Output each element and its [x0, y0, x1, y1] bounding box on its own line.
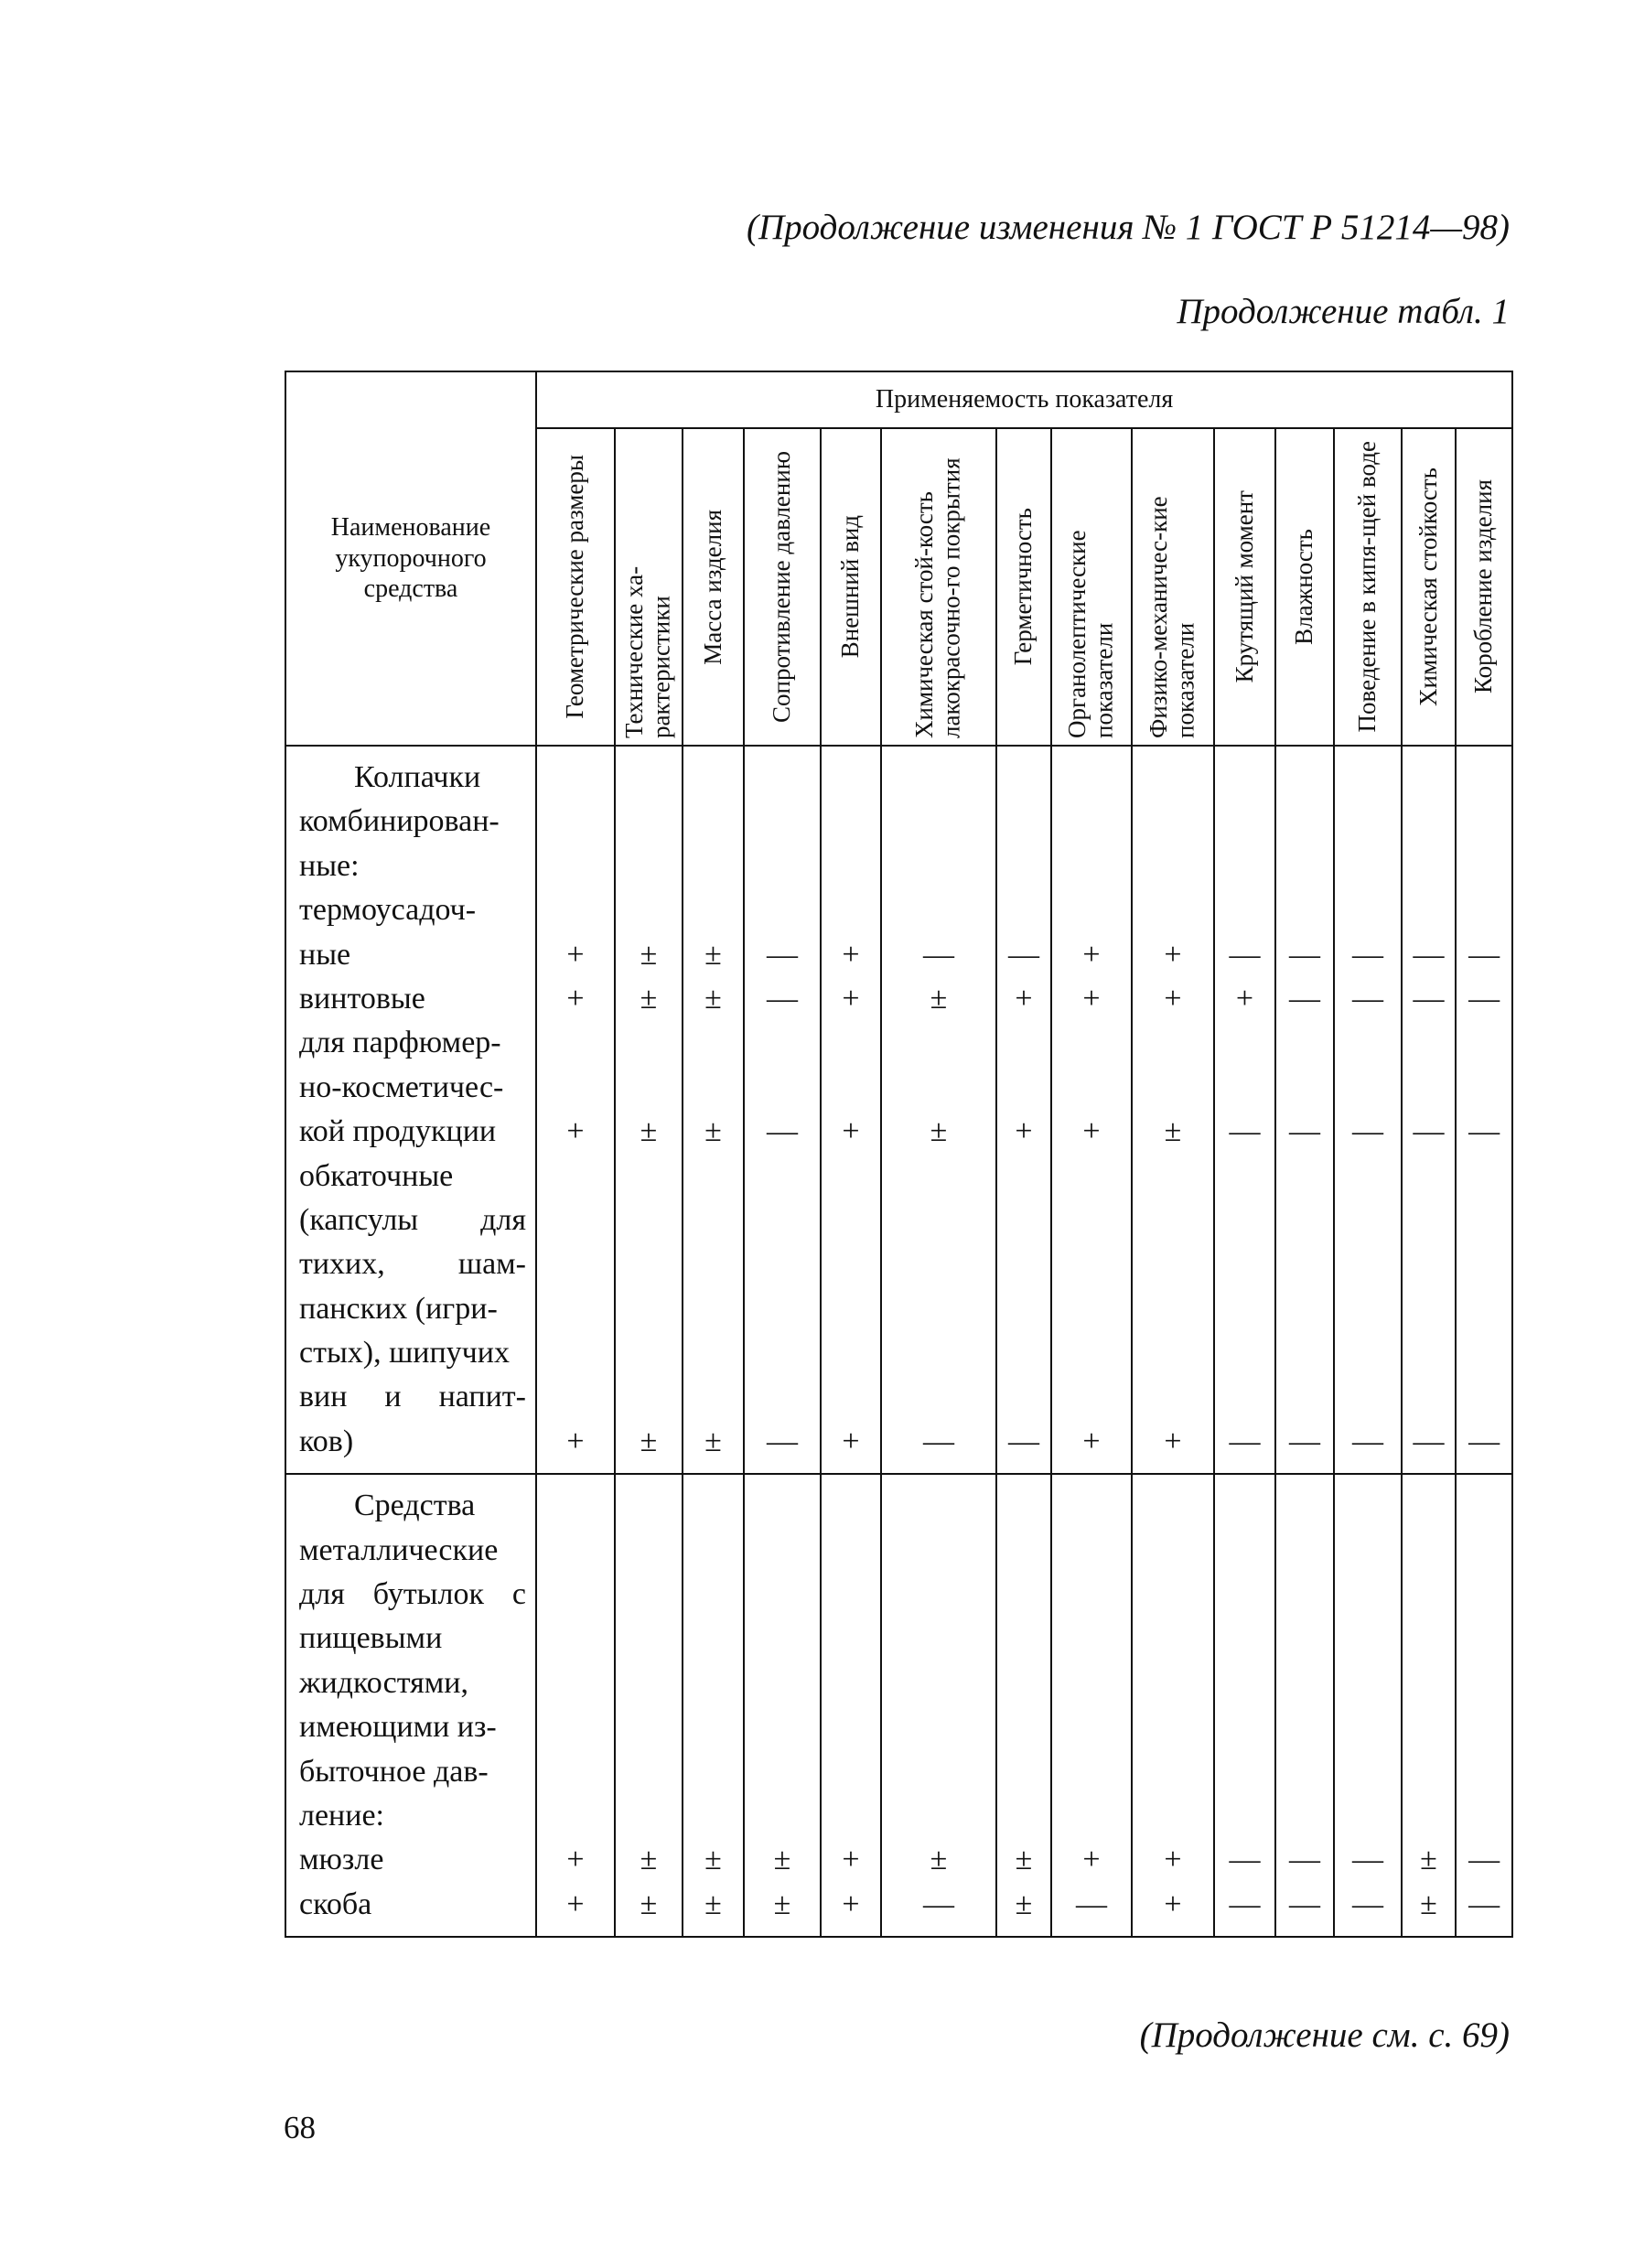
applicability-mark: — — [1468, 1114, 1500, 1149]
indicator-header — [1132, 428, 1214, 746]
applicability-mark: — — [1008, 1424, 1039, 1458]
value-column-cell — [1132, 746, 1214, 1474]
indicator-label: Внешний вид — [836, 515, 865, 659]
closure-name-line: винтовые — [299, 981, 425, 1016]
applicability-mark: ± — [704, 1886, 722, 1921]
applicability-mark: + — [1015, 981, 1033, 1016]
applicability-mark: + — [1015, 1114, 1033, 1149]
closure-name-line: быточное дав- — [299, 1754, 489, 1789]
value-column-cell — [881, 1474, 996, 1937]
indicator-header — [1214, 428, 1275, 746]
applicability-mark: ± — [704, 937, 722, 972]
table-body — [285, 746, 1512, 1937]
page-number: 68 — [284, 2110, 316, 2145]
closure-name-line: Колпачки — [354, 760, 481, 794]
closure-name-cell — [285, 746, 536, 1474]
value-column-cell — [683, 1474, 744, 1937]
applicability-mark: — — [1413, 1424, 1445, 1458]
closure-name-line: скоба — [299, 1886, 372, 1921]
value-column-cell — [1402, 746, 1456, 1474]
applicability-mark: + — [1164, 1886, 1182, 1921]
value-column-cell — [996, 1474, 1051, 1937]
applicability-mark: — — [1008, 937, 1039, 972]
applicability-mark: + — [1082, 1843, 1101, 1877]
applicability-mark: — — [1413, 981, 1445, 1016]
closure-name-line: ные — [299, 937, 351, 972]
applicability-mark: ± — [1164, 1114, 1182, 1149]
closure-name-line: панских (игри- — [299, 1291, 498, 1326]
closure-name-cell — [285, 1474, 536, 1937]
applicability-mark: — — [1468, 937, 1500, 972]
applicability-mark: + — [566, 1424, 585, 1458]
value-column-cell — [1051, 1474, 1132, 1937]
applicability-mark: + — [566, 937, 585, 972]
value-column-cell — [615, 746, 683, 1474]
applicability-mark: — — [767, 981, 798, 1016]
applicability-mark: + — [842, 1886, 860, 1921]
applicability-mark: — — [767, 1114, 798, 1149]
continuation-header: (Продолжение изменения № 1 ГОСТ Р 51214—98) — [746, 208, 1510, 247]
applicability-mark: — — [923, 1424, 954, 1458]
closure-name-line: кой продукции — [299, 1114, 497, 1149]
applicability-mark: ± — [1015, 1886, 1033, 1921]
applicability-mark: ± — [930, 1114, 948, 1149]
applicability-mark: + — [566, 1114, 585, 1149]
applicability-mark: ± — [704, 1114, 722, 1149]
applicability-mark: ± — [640, 1424, 658, 1458]
applicability-mark: ± — [640, 1843, 658, 1877]
applicability-mark: + — [842, 937, 860, 972]
applicability-mark: — — [1289, 981, 1320, 1016]
applicability-mark: — — [1289, 1886, 1320, 1921]
indicator-header — [744, 428, 821, 746]
indicator-header — [1334, 428, 1402, 746]
applicability-mark: + — [1164, 981, 1182, 1016]
applicability-mark: — — [1289, 937, 1320, 972]
closure-name-line: термоусадоч- — [299, 893, 477, 928]
indicator-label: Химическая стой-кость лакокрасочно-го покрытия — [910, 457, 965, 738]
value-column-cell — [881, 746, 996, 1474]
applicability-mark: — — [1468, 1424, 1500, 1458]
continuation-footer: (Продолжение см. с. 69) — [1139, 2015, 1510, 2055]
closure-name-line: стых), шипучих — [299, 1336, 510, 1370]
closure-name-line: жидкостями, — [299, 1665, 468, 1700]
applicability-mark: ± — [773, 1843, 791, 1877]
closure-name-line: ление: — [299, 1798, 384, 1833]
applicability-mark: — — [1468, 1886, 1500, 1921]
applicability-mark: — — [1229, 1424, 1261, 1458]
value-column-cell — [683, 746, 744, 1474]
applicability-mark: + — [566, 981, 585, 1016]
applicability-mark: ± — [640, 937, 658, 972]
closure-name-line: комбинирован- — [299, 804, 500, 839]
applicability-mark: — — [1468, 981, 1500, 1016]
indicator-header — [683, 428, 744, 746]
group-header: Применяемость показателя — [536, 371, 1512, 428]
value-column-cell — [536, 746, 615, 1474]
applicability-mark: ± — [930, 1843, 948, 1877]
applicability-mark: ± — [1420, 1843, 1437, 1877]
indicator-header — [615, 428, 683, 746]
applicability-mark: ± — [1420, 1886, 1437, 1921]
name-column-header: Наименование укупорочного средства — [285, 371, 536, 746]
indicator-label: Физико-механичес-кие показатели — [1145, 495, 1199, 738]
value-column-cell — [536, 1474, 615, 1937]
indicator-label: Технические ха-рактеристики — [620, 565, 675, 738]
value-column-cell — [821, 746, 881, 1474]
indicator-label: Химическая стойкость — [1414, 468, 1442, 706]
value-column-cell — [744, 1474, 821, 1937]
applicability-table — [285, 371, 1513, 1938]
closure-name-line: (капсулы для — [299, 1202, 526, 1237]
closure-name-line: имеющими из- — [299, 1710, 497, 1745]
value-column-cell — [1051, 746, 1132, 1474]
indicator-label: Коробление изделия — [1469, 479, 1498, 694]
closure-name-line: пищевыми — [299, 1621, 443, 1656]
applicability-mark: ± — [930, 981, 948, 1016]
indicator-header — [536, 428, 615, 746]
closure-name-line: для бутылок с — [299, 1577, 526, 1612]
applicability-mark: ± — [704, 1424, 722, 1458]
table-section-row — [285, 1474, 1512, 1937]
applicability-mark: + — [1082, 1114, 1101, 1149]
applicability-mark: ± — [640, 1886, 658, 1921]
applicability-mark: — — [1352, 937, 1383, 972]
applicability-mark: — — [767, 1424, 798, 1458]
indicator-header — [881, 428, 996, 746]
applicability-mark: — — [923, 937, 954, 972]
applicability-mark: ± — [704, 981, 722, 1016]
applicability-mark: — — [1352, 1843, 1383, 1877]
indicator-label: Органолептические показатели — [1063, 529, 1118, 738]
applicability-mark: + — [842, 1843, 860, 1877]
value-column-cell — [1402, 1474, 1456, 1937]
value-column-cell — [1456, 746, 1512, 1474]
closure-name-line: металлические — [299, 1532, 499, 1567]
applicability-mark: + — [1235, 981, 1254, 1016]
applicability-mark: ± — [773, 1886, 791, 1921]
closure-name-line: вин и напит- — [299, 1380, 526, 1414]
applicability-mark: ± — [640, 981, 658, 1016]
indicator-label: Сопротивление давлению — [768, 451, 796, 723]
applicability-mark: + — [1082, 937, 1101, 972]
applicability-mark: — — [1289, 1424, 1320, 1458]
closure-name-line: тихих, шам- — [299, 1247, 526, 1282]
value-column-cell — [1214, 1474, 1275, 1937]
value-column-cell — [1275, 1474, 1334, 1937]
indicator-header — [996, 428, 1051, 746]
applicability-mark: + — [1082, 981, 1101, 1016]
applicability-mark: + — [566, 1886, 585, 1921]
applicability-mark: + — [1164, 937, 1182, 972]
table-section-row — [285, 746, 1512, 1474]
applicability-mark: — — [1229, 1114, 1261, 1149]
value-column-cell — [1456, 1474, 1512, 1937]
applicability-mark: ± — [1015, 1843, 1033, 1877]
applicability-mark: — — [1352, 981, 1383, 1016]
closure-name-line: ков) — [299, 1424, 354, 1458]
applicability-mark: ± — [640, 1114, 658, 1149]
applicability-mark: + — [1164, 1843, 1182, 1877]
indicator-label: Влажность — [1290, 529, 1318, 645]
closure-name-line: но-косметичес- — [299, 1070, 504, 1104]
applicability-mark: ± — [704, 1843, 722, 1877]
closure-name-line: Средства — [354, 1489, 476, 1523]
applicability-mark: — — [1468, 1843, 1500, 1877]
value-column-cell — [996, 746, 1051, 1474]
applicability-mark: — — [1352, 1886, 1383, 1921]
applicability-mark: + — [566, 1843, 585, 1877]
applicability-mark: + — [842, 981, 860, 1016]
indicator-header — [1456, 428, 1512, 746]
applicability-mark: + — [1082, 1424, 1101, 1458]
indicator-label: Геометрические размеры — [561, 455, 589, 719]
applicability-mark: — — [1352, 1424, 1383, 1458]
closure-name-line: ные: — [299, 848, 360, 883]
value-column-cell — [1334, 746, 1402, 1474]
value-column-cell — [744, 746, 821, 1474]
applicability-mark: — — [1413, 1114, 1445, 1149]
closure-name-line: для парфюмер- — [299, 1026, 501, 1060]
applicability-mark: — — [1229, 1886, 1261, 1921]
value-column-cell — [1214, 746, 1275, 1474]
value-column-cell — [1334, 1474, 1402, 1937]
value-column-cell — [1132, 1474, 1214, 1937]
indicator-label: Герметичность — [1009, 508, 1038, 666]
closure-name-line: обкаточные — [299, 1158, 454, 1193]
applicability-mark: — — [767, 937, 798, 972]
applicability-mark: + — [842, 1114, 860, 1149]
indicator-header — [1275, 428, 1334, 746]
applicability-mark: — — [1289, 1114, 1320, 1149]
value-column-cell — [1275, 746, 1334, 1474]
closure-name-line: мюзле — [299, 1843, 384, 1877]
applicability-mark: — — [1076, 1886, 1107, 1921]
indicator-label: Масса изделия — [698, 509, 726, 665]
table-caption: Продолжение табл. 1 — [1177, 292, 1510, 331]
indicator-header — [1402, 428, 1456, 746]
applicability-mark: — — [1229, 1843, 1261, 1877]
value-column-cell — [821, 1474, 881, 1937]
applicability-mark: — — [1352, 1114, 1383, 1149]
indicator-label: Крутящий момент — [1230, 490, 1258, 683]
value-column-cell — [615, 1474, 683, 1937]
applicability-mark: + — [842, 1424, 860, 1458]
indicator-label: Поведение в кипя-щей воде — [1353, 441, 1382, 733]
applicability-mark: — — [1413, 937, 1445, 972]
applicability-mark: + — [1164, 1424, 1182, 1458]
applicability-mark: — — [1289, 1843, 1320, 1877]
applicability-mark: — — [923, 1886, 954, 1921]
indicator-header — [821, 428, 881, 746]
applicability-mark: — — [1229, 937, 1261, 972]
indicator-header — [1051, 428, 1132, 746]
